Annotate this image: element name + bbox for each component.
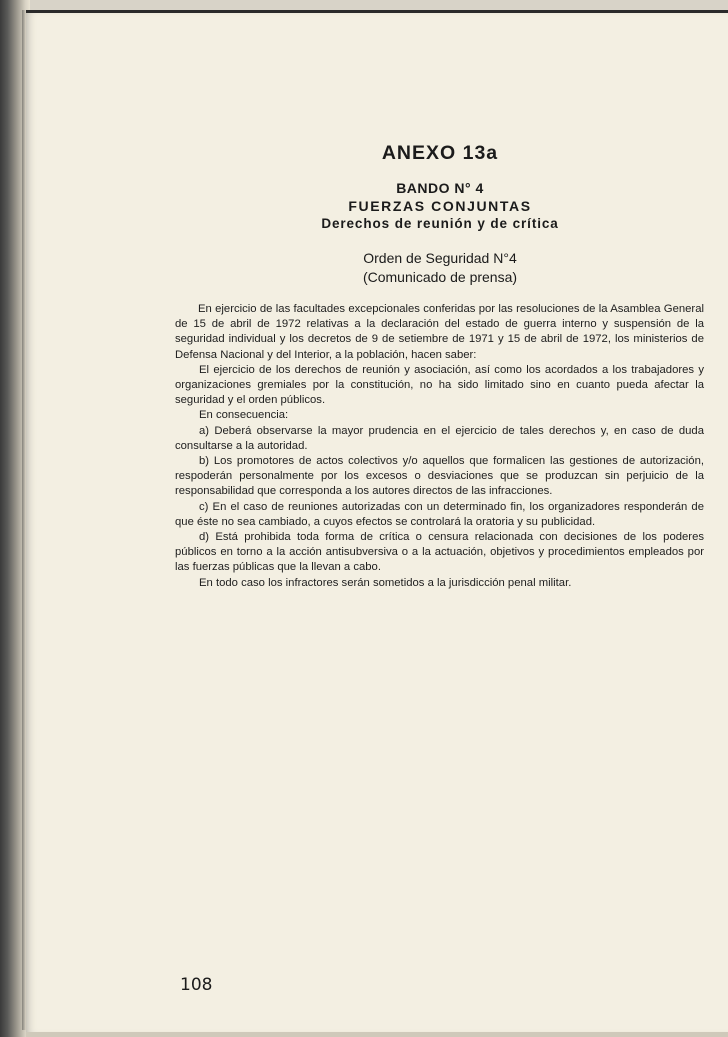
paragraph-item-d: d) Está prohibida toda forma de crítica o censura relacionada con decisiones de los poderes públicos en torno a la acción antisubversiva o a la actuación, objetivos y procedimientos empleados por las fuerzas públicas que la llevan a cabo. [175, 531, 704, 574]
paragraph-closing: En todo caso los infractores serán sometidos a la jurisdicción penal militar. [199, 576, 572, 589]
paragraph-rights: El ejercicio de los derechos de reunión y asociación, así como los acordados a los trabajadores y organizaciones gremiales por la constitución, no ha sido limitado sino en cuanto pueda afectar la seguridad y el orden públicos. [175, 363, 704, 407]
forces-heading: FUERZAS CONJUNTAS [348, 198, 532, 214]
paragraph-consequently: En consecuencia: [199, 409, 289, 422]
press-release-label: (Comunicado de prensa) [362, 269, 518, 285]
page-number: 108 [180, 975, 213, 995]
order-title: Orden de Seguridad N°4 [363, 250, 517, 266]
paragraph-item-c: c) En el caso de reuniones autorizadas con un determinado fin, los organizadores responderán de que éste no sea cambiado, a cuyos efectos se controlará la oratoria y su publicidad. [175, 500, 704, 528]
document-body [175, 302, 704, 591]
annex-title: ANEXO 13a [381, 142, 499, 164]
paragraph-item-a: a) Deberá observarse la mayor prudencia en el ejercicio de tales derechos y, en caso de duda consultarse a la autoridad. [175, 424, 704, 452]
paragraph-item-b: b) Los promotores de actos colectivos y/o aquellos que formalicen las gestiones de autorización, respoderán personalmente por los excesos o desviaciones que se produzcan sin perjuicio de la responsabilidad que corresponda a los autores directos de las infracciones. [175, 455, 704, 498]
paragraph-preamble: En ejercicio de las facultades excepcionales conferidas por las resoluciones de la Asamblea General de 15 de abril de 1972 relativas a la declaración del estado de guerra interno y suspensión de la seguridad individual y los decretos de 9 de setiembre de 1971 y 15 de abril de 1972, los ministerios de Defensa Nacional y del Interior, a la población, hacen saber: [175, 303, 704, 361]
page-top-edge [26, 10, 728, 13]
subject-heading: Derechos de reunión y de crítica [321, 216, 559, 231]
bando-number: BANDO N° 4 [396, 180, 484, 196]
page-bottom-edge [26, 1032, 728, 1037]
